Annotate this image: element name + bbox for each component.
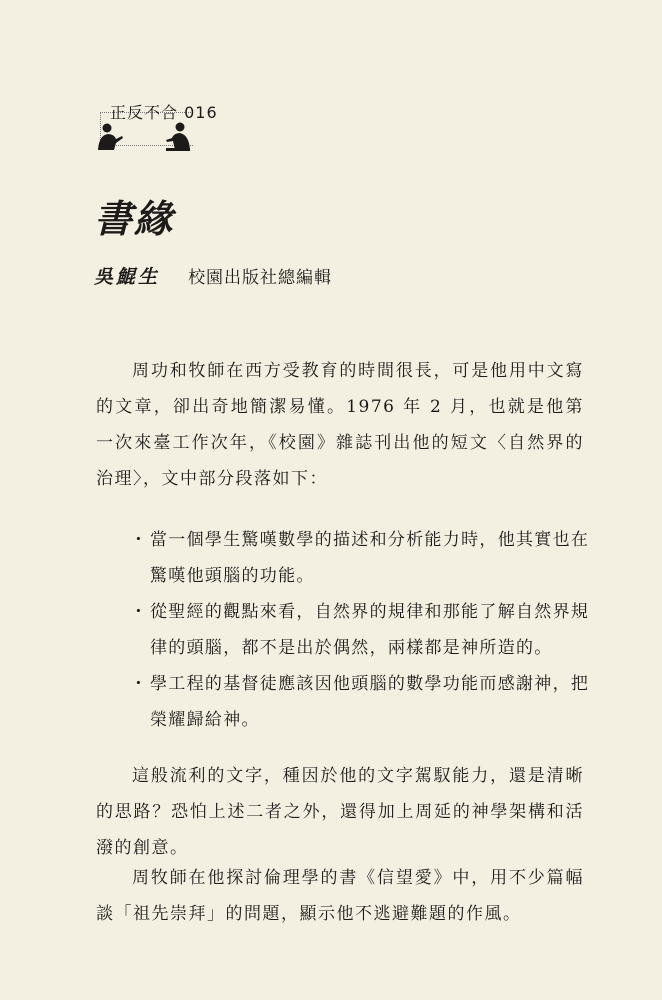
- author-role: 校園出版社總編輯: [188, 268, 333, 288]
- bullet-text: 從聖經的觀點來看，自然界的規律和那能了解自然界規律的頭腦，都不是出於偶然，兩樣都是神所造的。: [150, 602, 590, 658]
- running-title: 正反不合 016: [110, 103, 218, 122]
- bullet-marker: ・: [129, 530, 149, 550]
- paragraph-1: 周功和牧師在西方受教育的時間很長，可是他用中文寫的文章，卻出奇地簡潔易懂。1976 年 2 月，也就是他第一次來臺工作次年，《校園》雜誌刊出他的短文〈自然界的治理〉，文中部分段落如下：: [96, 361, 584, 489]
- bullet-item: [128, 522, 590, 594]
- two-figures-talking-icon: [96, 118, 192, 152]
- bullet-marker: ・: [129, 602, 149, 622]
- author-name: 吳鯤生: [94, 266, 161, 288]
- bullet-item: [128, 666, 590, 738]
- paragraph-2: 這般流利的文字，種因於他的文字駕馭能力，還是清晰的思路？恐怕上述二者之外，還得加上周延的神學架構和活潑的創意。: [96, 766, 584, 858]
- quoted-bullet-list: [128, 522, 590, 738]
- bullet-text: 學工程的基督徒應該因他頭腦的數學功能而感謝神，把榮耀歸給神。: [150, 674, 590, 730]
- article-title: 書緣: [94, 196, 175, 241]
- byline: [94, 262, 332, 289]
- bullet-item: [128, 594, 590, 666]
- bullet-text: 當一個學生驚嘆數學的描述和分析能力時，他其實也在驚嘆他頭腦的功能。: [150, 530, 590, 586]
- bullet-marker: ・: [129, 674, 149, 694]
- running-header: [96, 100, 236, 152]
- paragraph-3: 周牧師在他探討倫理學的書《信望愛》中，用不少篇幅談「祖先崇拜」的問題，顯示他不逃避難題的作風。: [96, 868, 584, 924]
